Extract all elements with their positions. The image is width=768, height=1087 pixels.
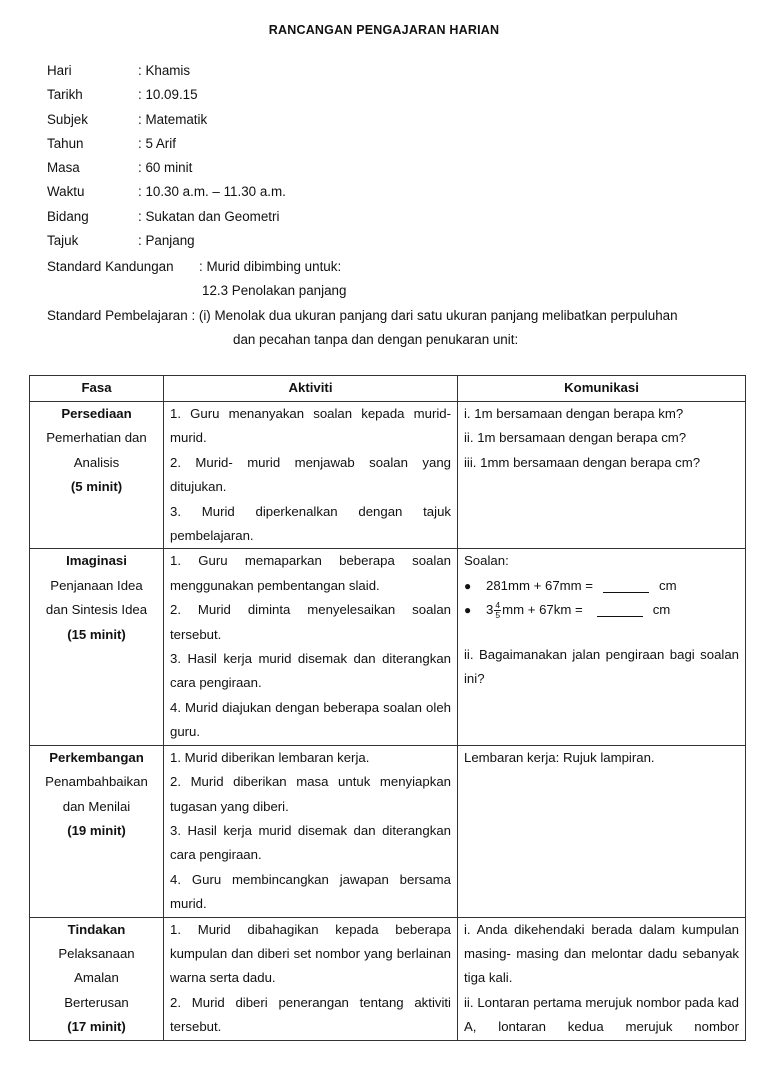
standard-kandungan-label: Standard Kandungan <box>47 259 174 274</box>
activity-item: 1. Guru memaparkan beberapa soalan menggunakan pembentangan slaid. <box>170 553 451 593</box>
fraction <box>494 601 501 620</box>
header-value: : 10.30 a.m. – 11.30 a.m. <box>138 184 286 200</box>
header-label: Tarikh <box>47 87 83 103</box>
header-row-masa <box>47 158 747 182</box>
standards-section <box>47 257 747 354</box>
header-row-bidang <box>47 207 747 231</box>
phase-name: Tindakan <box>67 921 126 937</box>
communication-cell <box>458 549 746 745</box>
phase-name: Imaginasi <box>66 553 127 569</box>
answer-blank <box>597 604 643 617</box>
activity-item: 2. Murid diberi penerangan tentang aktiviti tersebut. <box>170 994 451 1035</box>
communication-cell <box>458 402 746 549</box>
header-label: Tahun <box>47 135 84 151</box>
standard-kandungan-cont <box>47 281 747 305</box>
activity-item: 2. Murid diberikan masa untuk menyiapkan tugasan yang diberi. <box>170 774 451 814</box>
header-value: : Matematik <box>138 111 208 127</box>
header-value: : Khamis <box>138 63 191 78</box>
header-label: Masa <box>47 160 80 176</box>
header-label: Bidang <box>47 208 89 224</box>
phase-desc: Penambahbaikan <box>45 774 148 790</box>
column-header-komunikasi: Komunikasi <box>458 376 746 402</box>
question-text: mm + 67km = <box>502 602 583 618</box>
phase-desc: Berterusan <box>64 994 129 1010</box>
phase-duration: (15 minit) <box>67 626 126 642</box>
phase-cell <box>30 549 164 745</box>
phase-desc: Pelaksanaan <box>58 945 135 961</box>
activity-item: 3. Hasil kerja murid disemak dan diterangkan cara pengiraan. <box>170 822 451 863</box>
activity-item: 1. Guru menanyakan soalan kepada murid- murid. <box>170 406 451 446</box>
question-whole: 3 <box>486 602 494 618</box>
table-row <box>30 402 746 549</box>
question-text: 281mm + 67mm = <box>486 577 594 593</box>
table-row <box>30 549 746 745</box>
table-header-row <box>30 376 746 402</box>
phase-duration: (17 minit) <box>67 1019 126 1035</box>
question-unit: cm <box>659 577 677 593</box>
document-title: RANCANGAN PENGAJARAN HARIAN <box>268 23 500 37</box>
question-unit: cm <box>652 602 671 618</box>
phase-desc: dan Sintesis Idea <box>45 602 148 618</box>
phase-name: Persediaan <box>61 406 132 421</box>
phase-cell <box>30 745 164 917</box>
standard-pembelajaran-cont <box>47 330 747 354</box>
activity-cell <box>164 745 458 917</box>
header-value: : 10.09.15 <box>138 87 198 103</box>
header-value: : 60 minit <box>138 160 193 176</box>
table-row <box>30 917 746 1040</box>
phase-cell <box>30 917 164 1040</box>
activity-cell <box>164 549 458 745</box>
phase-desc: Analisis <box>73 454 120 470</box>
table-row <box>30 745 746 917</box>
question-item <box>464 598 739 622</box>
header-label: Waktu <box>47 184 85 200</box>
communication-item: iii. 1mm bersamaan dengan berapa cm? <box>464 454 701 470</box>
phase-name: Perkembangan <box>49 749 144 765</box>
bullet-icon: ● <box>464 603 472 618</box>
activity-item: 3. Hasil kerja murid disemak dan diterangkan cara pengiraan. <box>170 651 451 691</box>
header-value: : Panjang <box>138 233 195 249</box>
header-value: : Sukatan dan Geometri <box>138 208 280 224</box>
activity-item: 2. Murid diminta menyelesaikan soalan tersebut. <box>170 602 451 642</box>
standard-kandungan <box>47 257 747 281</box>
standard-pembelajaran-value: : (i) Menolak dua ukuran panjang dari satu ukuran panjang melibatkan perpuluhan <box>191 307 678 323</box>
lesson-table <box>29 375 746 1041</box>
phase-desc: dan Menilai <box>62 798 131 814</box>
standard-kandungan-value2: 12.3 Penolakan panjang <box>202 283 347 299</box>
standard-pembelajaran-label: Standard Pembelajaran <box>47 307 188 323</box>
header-label: Hari <box>47 63 72 78</box>
activity-item: 1. Murid diberikan lembaran kerja. <box>170 749 370 765</box>
bullet-icon: ● <box>464 578 472 593</box>
communication-item: ii. Bagaimanakan jalan pengiraan bagi soalan ini? <box>464 646 739 687</box>
communication-item: i. 1m bersamaan dengan berapa km? <box>464 406 684 421</box>
header-row-waktu <box>47 182 747 206</box>
communication-item: Lembaran kerja: Rujuk lampiran. <box>464 749 655 765</box>
communication-cell <box>458 917 746 1040</box>
question-item <box>464 574 739 598</box>
header-label: Subjek <box>47 111 88 127</box>
phase-desc: Amalan <box>74 970 119 986</box>
header-row-subjek <box>47 110 747 134</box>
lesson-header <box>47 61 747 255</box>
activity-item: 4. Murid diajukan dengan beberapa soalan oleh guru. <box>170 699 451 740</box>
phase-desc: Pemerhatian dan <box>46 430 147 446</box>
header-row-tarikh <box>47 85 747 109</box>
spacer <box>464 623 739 643</box>
phase-cell <box>30 402 164 549</box>
header-value: : 5 Arif <box>138 135 176 151</box>
communication-title: Soalan: <box>464 553 509 569</box>
communication-cell <box>458 745 746 917</box>
phase-desc: Penjanaan Idea <box>50 577 143 593</box>
header-row-tajuk <box>47 231 747 255</box>
communication-item: ii. 1m bersamaan dengan berapa cm? <box>464 430 687 446</box>
answer-blank <box>603 580 649 593</box>
header-row-hari <box>47 61 747 85</box>
activity-item: 3. Murid diperkenalkan dengan tajuk pembelajaran. <box>170 503 451 544</box>
communication-item: i. Anda dikehendaki berada dalam kumpulan masing- masing dan melontar dadu sebanyak tiga kali. <box>464 921 739 986</box>
column-header-fasa: Fasa <box>30 376 164 402</box>
activity-item: 4. Guru membincangkan jawapan bersama murid. <box>170 871 451 912</box>
header-row-tahun <box>47 134 747 158</box>
activity-cell <box>164 402 458 549</box>
standard-pembelajaran <box>47 306 747 330</box>
activity-item: 1. Murid dibahagikan kepada beberapa kumpulan dan diberi set nombor yang berlainan warna serta dadu. <box>170 921 451 986</box>
column-header-aktiviti: Aktiviti <box>164 376 458 402</box>
standard-kandungan-value: : Murid dibimbing untuk: <box>199 259 342 274</box>
fraction-numerator: 4 <box>495 599 501 610</box>
standard-pembelajaran-value2: dan pecahan tanpa dan dengan penukaran unit: <box>233 331 519 347</box>
fraction-denominator: 5 <box>495 609 501 620</box>
phase-duration: (19 minit) <box>67 822 126 838</box>
header-label: Tajuk <box>47 233 79 249</box>
activity-cell <box>164 917 458 1040</box>
activity-item: 2. Murid- murid menjawab soalan yang ditujukan. <box>170 454 451 495</box>
phase-duration: (5 minit) <box>70 479 123 495</box>
communication-item: ii. Lontaran pertama merujuk nombor pada kad A, lontaran kedua merujuk nombor <box>464 994 739 1035</box>
